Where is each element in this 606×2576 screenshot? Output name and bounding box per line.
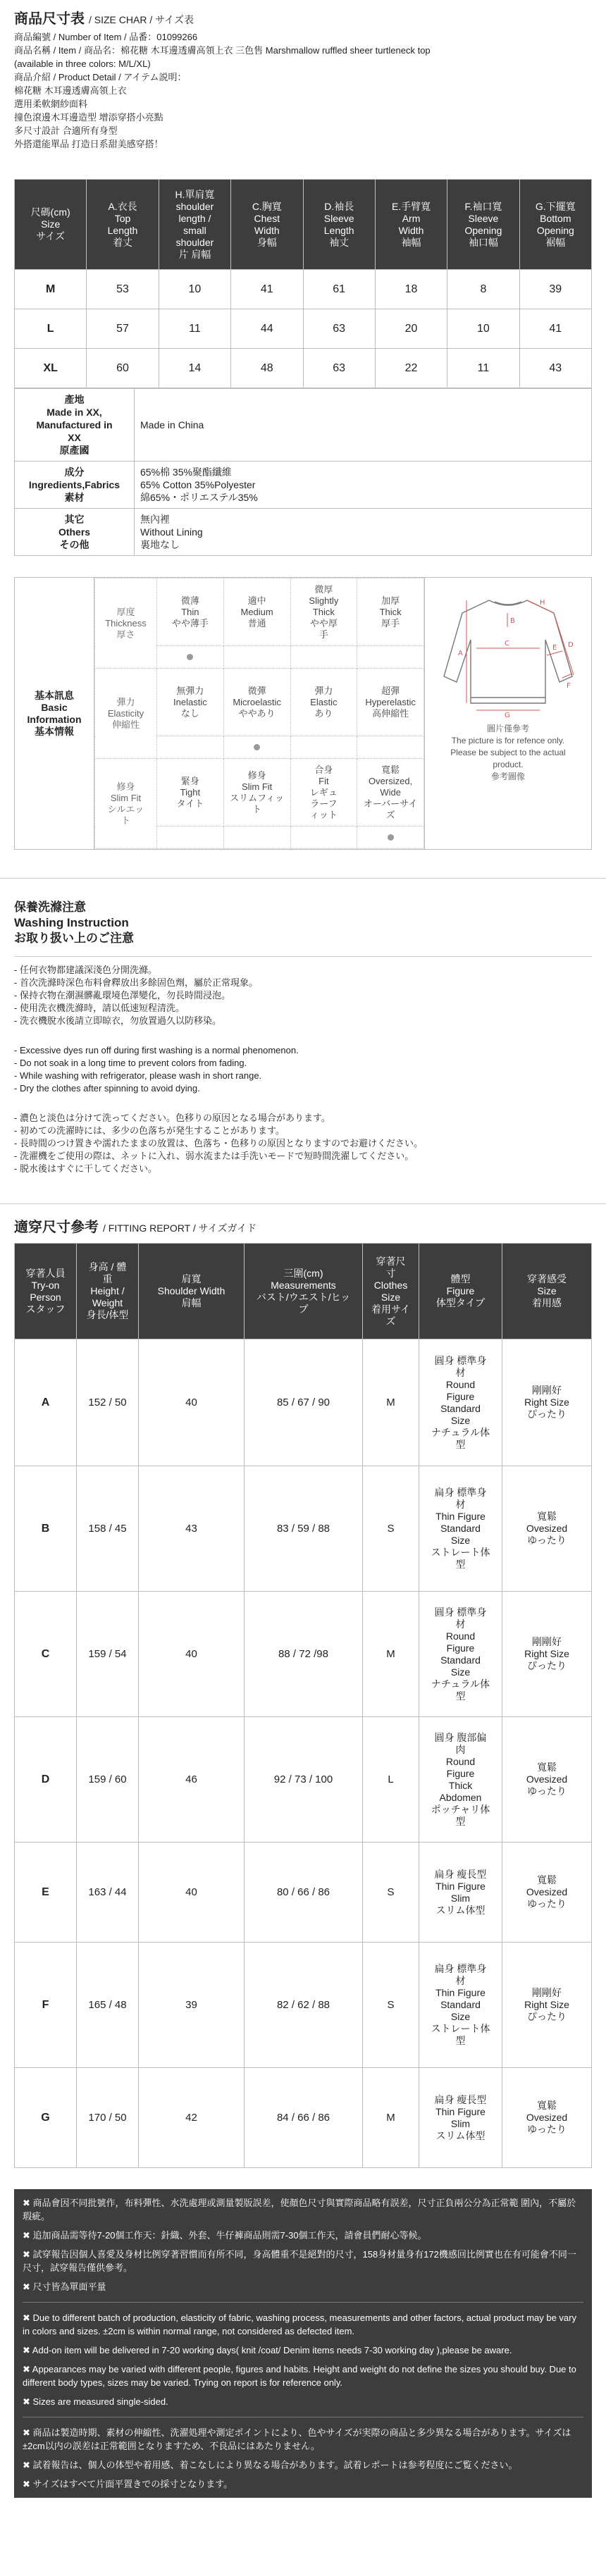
size-value: 41 [519, 309, 591, 349]
fitting-cell: 39 [139, 1943, 245, 2068]
fitting-cell: S [363, 1466, 419, 1592]
info-line: 選用柔軟網紗面料 [14, 99, 88, 109]
fitting-cell: 163 / 44 [77, 1843, 139, 1943]
fitting-cell: 剛剛好 Right Size ぴったり [502, 1943, 592, 2068]
basic-info-table [94, 578, 424, 849]
sweater-diagram-icon [434, 585, 582, 719]
product-meta-table [14, 388, 592, 556]
fitting-cell: M [363, 1339, 419, 1466]
product-info-lines [14, 27, 592, 151]
washing-line: - While washing with refrigerator, please wash in short range. [14, 1070, 262, 1081]
size-value: 20 [375, 309, 447, 349]
note-line: ✖ 尺寸皆為單面平量 [23, 2281, 106, 2292]
basic-option: 無彈力 Inelastic なし [157, 669, 224, 736]
washing-line: - 洗濯機をご使用の際は、ネットに入れ、弱水流または手洗いモードで短時間洗濯してください。 [14, 1151, 414, 1161]
note-line: ✖ Due to different batch of production, elasticity of fabric, washing process, measurements and other factors, actual product may be vary in colors and sizes. ±2cm is within normal range, not considered as defected item. [23, 2312, 576, 2336]
fitting-person: B [15, 1466, 77, 1592]
washing-line: - 使用洗衣機洗滌時，請以低速短程清洗。 [14, 1003, 185, 1013]
fitting-cell: 圓身 腹部偏 肉 Round Figure Thick Abdomen ポッチャリ体 型 [419, 1717, 502, 1843]
info-line: 商品介紹 / Product Detail / アイテム説明： [14, 72, 187, 82]
fitting-cell: 扁身 瘦長型 Thin Figure Slim スリム体型 [419, 1843, 502, 1943]
fitting-cell: 剛剛好 Right Size ぴったり [502, 1339, 592, 1466]
meta-label: 成分 Ingredients,Fabrics 素材 [15, 462, 135, 509]
basic-marker-cell [290, 646, 357, 669]
note-line: ✖ Appearances may be varied with different people, figures and habits. Height and weight do not define the sizes you should buy. Due to different body types, sizes may be varied. Trying on report is for reference only. [23, 2364, 576, 2388]
basic-marker-cell [223, 646, 290, 669]
selected-dot-icon [388, 834, 394, 841]
diagram-caption: 圖片僅參考 The picture is for refence only. Please be subject to the actual product. 參考圖像 [450, 724, 566, 781]
fitting-cell: S [363, 1843, 419, 1943]
size-value: 10 [159, 270, 230, 309]
fitting-cell: 159 / 54 [77, 1592, 139, 1717]
size-value: 10 [447, 309, 519, 349]
washing-line: - 首次洗滌時深色布料會釋放出多餘固色劑，屬於正常現象。 [14, 977, 258, 988]
fitting-cell: S [363, 1943, 419, 2068]
washing-line: - 洗衣機脫水後請立即晾衣，勿放置過久以防移染。 [14, 1015, 221, 1026]
fitting-cell: 85 / 67 / 90 [245, 1339, 363, 1466]
basic-option: 微厚 Slightly Thick やや厚 手 [290, 578, 357, 646]
fitting-header-cell: 穿著尺 寸 Clothes Size 着用サイ ズ [363, 1244, 419, 1339]
basic-option: 超彈 Hyperelastic 高伸縮性 [357, 669, 424, 736]
meta-label: 其它 Others その他 [15, 509, 135, 556]
basic-option: 彈力 Elastic あり [290, 669, 357, 736]
basic-marker-cell [157, 736, 224, 759]
fitting-header-cell: 肩寬 Shoulder Width 肩幅 [139, 1244, 245, 1339]
fitting-cell: 40 [139, 1592, 245, 1717]
basic-attr-label: 修身 Slim Fit シルエッ ト [95, 759, 157, 849]
size-value: 22 [375, 349, 447, 388]
fitting-cell: 扁身 標準身 材 Thin Figure Standard Size ストレート体 型 [419, 1466, 502, 1592]
product-info-section [0, 0, 606, 151]
fitting-person: C [15, 1592, 77, 1717]
fitting-person: G [15, 2068, 77, 2168]
note-line: ✖ 商品會因不同批號作，布料彈性、水洗處理或測量製版誤差，使顏色尺寸與實際商品略有誤差，尺寸正負兩公分為正常範 圍內，不屬於瑕疵。 [23, 2198, 576, 2222]
fitting-cell: 寬鬆 Ovesized ゆったり [502, 1466, 592, 1592]
washing-line: - 初めての洗濯時には、多少の色落ちが発生することがあります。 [14, 1125, 285, 1136]
fitting-cell: 84 / 66 / 86 [245, 2068, 363, 2168]
svg-text:A: A [458, 650, 463, 657]
fitting-cell: 寬鬆 Ovesized ゆったり [502, 1717, 592, 1843]
fitting-row [15, 1466, 592, 1592]
note-line: ✖ サイズはすべて片面平置きでの採寸となります。 [23, 2479, 233, 2489]
washing-line: - Do not soak in a long time to prevent colors from fading. [14, 1058, 247, 1068]
fitting-header-row [15, 1244, 592, 1339]
size-label: L [15, 309, 87, 349]
selected-dot-icon [254, 744, 260, 750]
svg-text:G: G [505, 712, 510, 719]
basic-options-row [95, 669, 424, 736]
fitting-cell: 圓身 標準身 材 Round Figure Standard Size ナチュラル体 型 [419, 1592, 502, 1717]
fitting-cell: 159 / 60 [77, 1717, 139, 1843]
info-line: (available in three colors: M/L/XL) [14, 58, 151, 69]
fitting-cell: 40 [139, 1339, 245, 1466]
fitting-person: A [15, 1339, 77, 1466]
size-header-cell: D.袖長 Sleeve Length 袖丈 [303, 180, 375, 270]
washing-line: - 任何衣物都建議深淺色分開洗滌。 [14, 965, 157, 975]
washing-title-zh: 保養洗滌注意 [14, 900, 86, 914]
size-value: 18 [375, 270, 447, 309]
fitting-cell: 83 / 59 / 88 [245, 1466, 363, 1592]
size-value: 48 [231, 349, 303, 388]
fitting-cell: 40 [139, 1843, 245, 1943]
basic-info-label: 基本訊息 Basic Information 基本情報 [15, 578, 94, 849]
meta-label: 產地 Made in XX, Manufactured in XX 原產國 [15, 389, 135, 462]
size-value: 11 [159, 309, 230, 349]
basic-option: 修身 Slim Fit スリムフィッ ト [223, 759, 290, 826]
size-table-section [0, 179, 606, 556]
washing-zh-list [14, 964, 592, 1027]
fitting-cell: M [363, 2068, 419, 2168]
size-header-cell: 尺碼(cm) Size サイズ [15, 180, 87, 270]
size-header-cell: C.胸寬 Chest Width 身幅 [231, 180, 303, 270]
size-label: M [15, 270, 87, 309]
size-value: 61 [303, 270, 375, 309]
washing-title-jp: お取り扱い上のご注意 [14, 931, 134, 945]
fitting-cell: 92 / 73 / 100 [245, 1717, 363, 1843]
size-value: 39 [519, 270, 591, 309]
notes-jp [23, 2426, 583, 2491]
washing-line: - 長時間のつけ置きや濡れたままの放置は、色落ち・色移りの原因となりますのでお避けください。 [14, 1138, 423, 1148]
size-value: 63 [303, 349, 375, 388]
fitting-cell: 158 / 45 [77, 1466, 139, 1592]
fitting-cell: 165 / 48 [77, 1943, 139, 2068]
fitting-cell: 剛剛好 Right Size ぴったり [502, 1592, 592, 1717]
size-value: 53 [87, 270, 159, 309]
fitting-cell: 扁身 瘦長型 Thin Figure Slim スリム体型 [419, 2068, 502, 2168]
washing-jp-list [14, 1112, 592, 1175]
note-line: ✖ 商品は製造時期、素材の伸縮性、洗濯処理や測定ポイントにより、色やサイズが実際の商品と多少異なる場合があります。サイズは±2cm以内の誤差は正常範囲となりますため、不良品にはあたりません。 [23, 2427, 571, 2451]
fitting-row [15, 1339, 592, 1466]
fitting-row [15, 1943, 592, 2068]
note-line: ✖ 試着報告は、個人の体型や着用感、着こなしにより異なる場合があります。試着レポートは参考程度にご覧ください。 [23, 2460, 518, 2470]
fitting-header-cell: 三圍(cm) Measurements バスト/ウエスト/ヒッ プ [245, 1244, 363, 1339]
basic-marker-cell [223, 826, 290, 849]
basic-marker-cell [290, 736, 357, 759]
note-line: ✖ 追加商品需等待7-20個工作天：針織、外套、牛仔褲商品則需7-30個工作天，請會員們耐心等候。 [23, 2230, 427, 2241]
info-line: 多尺寸設計 合適所有身型 [14, 125, 118, 136]
note-line: ✖ Add-on item will be delivered in 7-20 working days( knit /coat/ Denim items needs 7-30 working day ),please be aware. [23, 2345, 512, 2355]
washing-section [0, 878, 606, 1175]
fitting-cell: 寬鬆 Ovesized ゆったり [502, 1843, 592, 1943]
fitting-cell: 寬鬆 Ovesized ゆったり [502, 2068, 592, 2168]
fitting-cell: 82 / 62 / 88 [245, 1943, 363, 2068]
size-value: 43 [519, 349, 591, 388]
svg-text:E: E [552, 644, 557, 652]
size-table-body [15, 270, 592, 388]
size-row [15, 309, 592, 349]
meta-value: Made in China [135, 389, 592, 462]
basic-info-section [0, 577, 606, 850]
fitting-cell: 扁身 標準身 材 Thin Figure Standard Size ストレート体 型 [419, 1943, 502, 2068]
size-chart-title: 商品尺寸表 [14, 11, 85, 27]
notes-en [23, 2311, 583, 2408]
size-header-cell: G.下擺寬 Bottom Opening 裾幅 [519, 180, 591, 270]
svg-text:C: C [505, 640, 509, 648]
basic-marker-cell [357, 736, 424, 759]
basic-option: 微彈 Microelastic ややあり [223, 669, 290, 736]
size-value: 63 [303, 309, 375, 349]
svg-text:H: H [540, 599, 545, 607]
size-header-cell: F.袖口寬 Sleeve Opening 袖口幅 [447, 180, 519, 270]
basic-marker-cell [357, 646, 424, 669]
fitting-subtitle: / FITTING REPORT / サイズガイド [103, 1222, 257, 1234]
basic-attr-label: 厚度 Thickness 厚さ [95, 578, 157, 669]
basic-option: 緊身 Tight タイト [157, 759, 224, 826]
info-line: 棉花糖 木耳邊透膚高領上衣 [14, 85, 127, 96]
washing-line: - Dry the clothes after spinning to avoid dying. [14, 1083, 200, 1094]
sweater-diagram-panel [424, 578, 591, 849]
basic-marker-cell [357, 826, 424, 849]
basic-attr-label: 彈力 Elasticity 伸縮性 [95, 669, 157, 759]
size-value: 14 [159, 349, 230, 388]
washing-line: - 濃色と淡色は分けて洗ってください。色移りの原因となる場合があります。 [14, 1113, 330, 1123]
fitting-cell: 80 / 66 / 86 [245, 1843, 363, 1943]
fitting-cell: L [363, 1717, 419, 1843]
info-line: 商品名稱 / Item / 商品名：棉花糖 木耳邊透膚高領上衣 三色售 Marshmallow ruffled sheer turtleneck top [14, 45, 431, 56]
meta-row [15, 389, 592, 462]
note-line: ✖ 試穿報告因個人喜愛及身材比例穿著習慣而有所不同，身高體重不是絕對的尺寸，158身材量身有172機感回比例實也在有可能會不同一尺寸，試穿報告僅供參考。 [23, 2249, 576, 2273]
size-header-cell: E.手臂寬 Arm Width 袖幅 [375, 180, 447, 270]
fitting-row [15, 1592, 592, 1717]
size-value: 44 [231, 309, 303, 349]
svg-text:D: D [568, 641, 574, 649]
washing-instructions [14, 956, 592, 1175]
fitting-cell: 圓身 標準身 材 Round Figure Standard Size ナチュラル体 型 [419, 1339, 502, 1466]
note-line: ✖ Sizes are measured single-sided. [23, 2396, 168, 2407]
basic-option: 加厚 Thick 厚手 [357, 578, 424, 646]
fitting-table [14, 1243, 592, 2168]
fitting-row [15, 2068, 592, 2168]
size-value: 41 [231, 270, 303, 309]
notes-panel [14, 2189, 592, 2498]
fitting-header-cell: 體型 Figure 体型タイプ [419, 1244, 502, 1339]
fitting-header-cell: 身高 / 體 重 Height / Weight 身長/体型 [77, 1244, 139, 1339]
info-line: 外搭還能單品 打造日系甜美感穿搭！ [14, 139, 163, 149]
meta-value: 無內裡 Without Lining 裏地なし [135, 509, 592, 556]
info-line: 撞色滾邊木耳邊造型 增添穿搭小亮點 [14, 112, 163, 123]
washing-title-en: Washing Instruction [14, 916, 129, 929]
basic-option: 合身 Fit レギュ ラーフ ィット [290, 759, 357, 826]
washing-line: - Excessive dyes run off during first washing is a normal phenomenon. [14, 1045, 299, 1055]
fitting-cell: M [363, 1592, 419, 1717]
size-row [15, 270, 592, 309]
size-value: 57 [87, 309, 159, 349]
svg-text:B: B [510, 617, 515, 625]
size-label: XL [15, 349, 87, 388]
fitting-cell: 46 [139, 1717, 245, 1843]
fitting-cell: 152 / 50 [77, 1339, 139, 1466]
size-table [14, 179, 592, 388]
notes-zh [23, 2196, 583, 2293]
fitting-person: D [15, 1717, 77, 1843]
svg-text:F: F [567, 682, 571, 690]
size-chart-heading [14, 0, 592, 27]
basic-marker-cell [157, 646, 224, 669]
fitting-row [15, 1717, 592, 1843]
basic-marker-cell [223, 736, 290, 759]
size-chart-subtitle: / SIZE CHAR / サイズ表 [89, 14, 194, 25]
basic-option: 寬鬆 Oversized, Wide オーバーサイ ズ [357, 759, 424, 826]
size-value: 60 [87, 349, 159, 388]
fitting-row [15, 1843, 592, 1943]
washing-en-list [14, 1044, 592, 1095]
fitting-cell: 43 [139, 1466, 245, 1592]
size-row [15, 349, 592, 388]
info-line: 商品編號 / Number of Item / 品番：01099266 [14, 32, 198, 42]
fitting-header-cell: 穿著感受 Size 着用感 [502, 1244, 592, 1339]
fitting-section [0, 1203, 606, 2168]
basic-options-row [95, 578, 424, 646]
fitting-cell: 88 / 72 /98 [245, 1592, 363, 1717]
fitting-person: F [15, 1943, 77, 2068]
fitting-cell: 42 [139, 2068, 245, 2168]
fitting-title: 適穿尺寸參考 [14, 1220, 99, 1235]
basic-options-row [95, 759, 424, 826]
meta-row [15, 462, 592, 509]
fitting-cell: 170 / 50 [77, 2068, 139, 2168]
selected-dot-icon [187, 654, 193, 660]
fitting-person: E [15, 1843, 77, 1943]
meta-value: 65%棉 35%聚酯纖維 65% Cotton 35%Polyester 綿65%・ポリエステル35% [135, 462, 592, 509]
fitting-heading [14, 1204, 592, 1243]
washing-line: - 脱水後はすぐに干してください。 [14, 1163, 157, 1174]
fitting-header-cell: 穿著人員 Try-on Person スタッフ [15, 1244, 77, 1339]
size-header-cell: A.衣長 Top Length 着丈 [87, 180, 159, 270]
basic-marker-cell [290, 826, 357, 849]
size-value: 11 [447, 349, 519, 388]
basic-marker-cell [157, 826, 224, 849]
size-table-header-row [15, 180, 592, 270]
basic-option: 適中 Medium 普通 [223, 578, 290, 646]
basic-option: 微薄 Thin やや薄手 [157, 578, 224, 646]
meta-row [15, 509, 592, 556]
size-value: 8 [447, 270, 519, 309]
washing-line: - 保持衣物在潮濕髒亂環境色澤變化，勿長時間浸泡。 [14, 990, 230, 1001]
size-header-cell: H.單肩寬 shoulder length / small shoulder 片 肩幅 [159, 180, 230, 270]
